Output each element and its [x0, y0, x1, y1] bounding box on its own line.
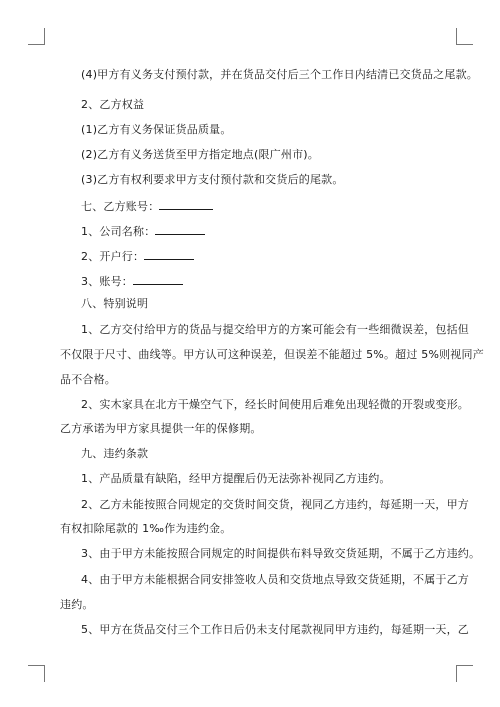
clause-1-seller-quality: (1)乙方有义务保证货品质量。 — [81, 123, 232, 136]
company-name-blank — [155, 223, 205, 235]
bank-label: 2、开户行： — [81, 250, 145, 263]
special-note-2-line-1: 2、实木家具在北方干燥空气下，经长时间使用后难免出现轻微的开裂或变形。 — [81, 398, 469, 411]
seller-account-blank — [159, 198, 213, 210]
bank-blank — [144, 248, 194, 260]
special-note-1-line-3: 品不合格。 — [60, 373, 116, 386]
section-breach-terms: 九、违约条款 — [81, 447, 149, 460]
clause-2-seller-delivery: (2)乙方有义务送货至甲方指定地点(限广州市)。 — [81, 148, 319, 161]
crop-mark-bottom-right — [456, 665, 473, 682]
crop-mark-top-left — [28, 28, 45, 45]
account-number-blank — [133, 273, 183, 285]
seller-account-heading-row — [81, 198, 450, 214]
breach-clause-1: 1、产品质量有缺陷，经甲方提醒后仍无法弥补视同乙方违约。 — [81, 472, 391, 485]
breach-clause-3: 3、由于甲方未能按照合同规定的时间提供布料导致交货延期，不属于乙方违约。 — [81, 547, 481, 560]
clause-3-seller-payment-right: (3)乙方有权利要求甲方支付预付款和交货后的尾款。 — [81, 173, 344, 186]
special-note-1-line-2: 不仅限于尺寸、曲线等。甲方认可这种误差，但误差不能超过 5%。超过 5%则视同产 — [60, 348, 484, 361]
breach-clause-5-line-1: 5、甲方在货品交付三个工作日后仍未支付尾款视同甲方违约，每延期一天，乙 — [81, 623, 469, 636]
seller-account-heading: 七、乙方账号： — [81, 200, 160, 213]
crop-mark-bottom-left — [28, 665, 45, 682]
breach-clause-2-line-2: 有权扣除尾款的 1‰作为违约金。 — [60, 522, 232, 535]
account-number-row — [81, 273, 450, 289]
special-note-2-line-2: 乙方承诺为甲方家具提供一年的保修期。 — [60, 422, 262, 435]
breach-clause-2-line-1: 2、乙方未能按照合同规定的交货时间交货，视同乙方违约，每延期一天，甲方 — [81, 498, 469, 511]
special-note-1-line-1: 1、乙方交付给甲方的货品与提交给甲方的方案可能会有一些细微误差，包括但 — [81, 323, 469, 336]
account-number-label: 3、账号： — [81, 275, 133, 288]
crop-mark-top-right — [456, 28, 473, 45]
bank-row — [81, 248, 450, 264]
section-seller-rights: 2、乙方权益 — [81, 98, 145, 111]
breach-clause-4-line-2: 违约。 — [60, 598, 94, 611]
breach-clause-4-line-1: 4、由于甲方未能根据合同安排签收人员和交货地点导致交货延期，不属于乙方 — [81, 573, 469, 586]
section-special-notes: 八、特别说明 — [81, 297, 149, 310]
clause-4-buyer-prepayment: (4)甲方有义务支付预付款，并在货品交付后三个工作日内结清已交货品之尾款。 — [81, 68, 478, 81]
company-name-row — [81, 223, 450, 239]
company-name-label: 1、公司名称： — [81, 225, 156, 238]
